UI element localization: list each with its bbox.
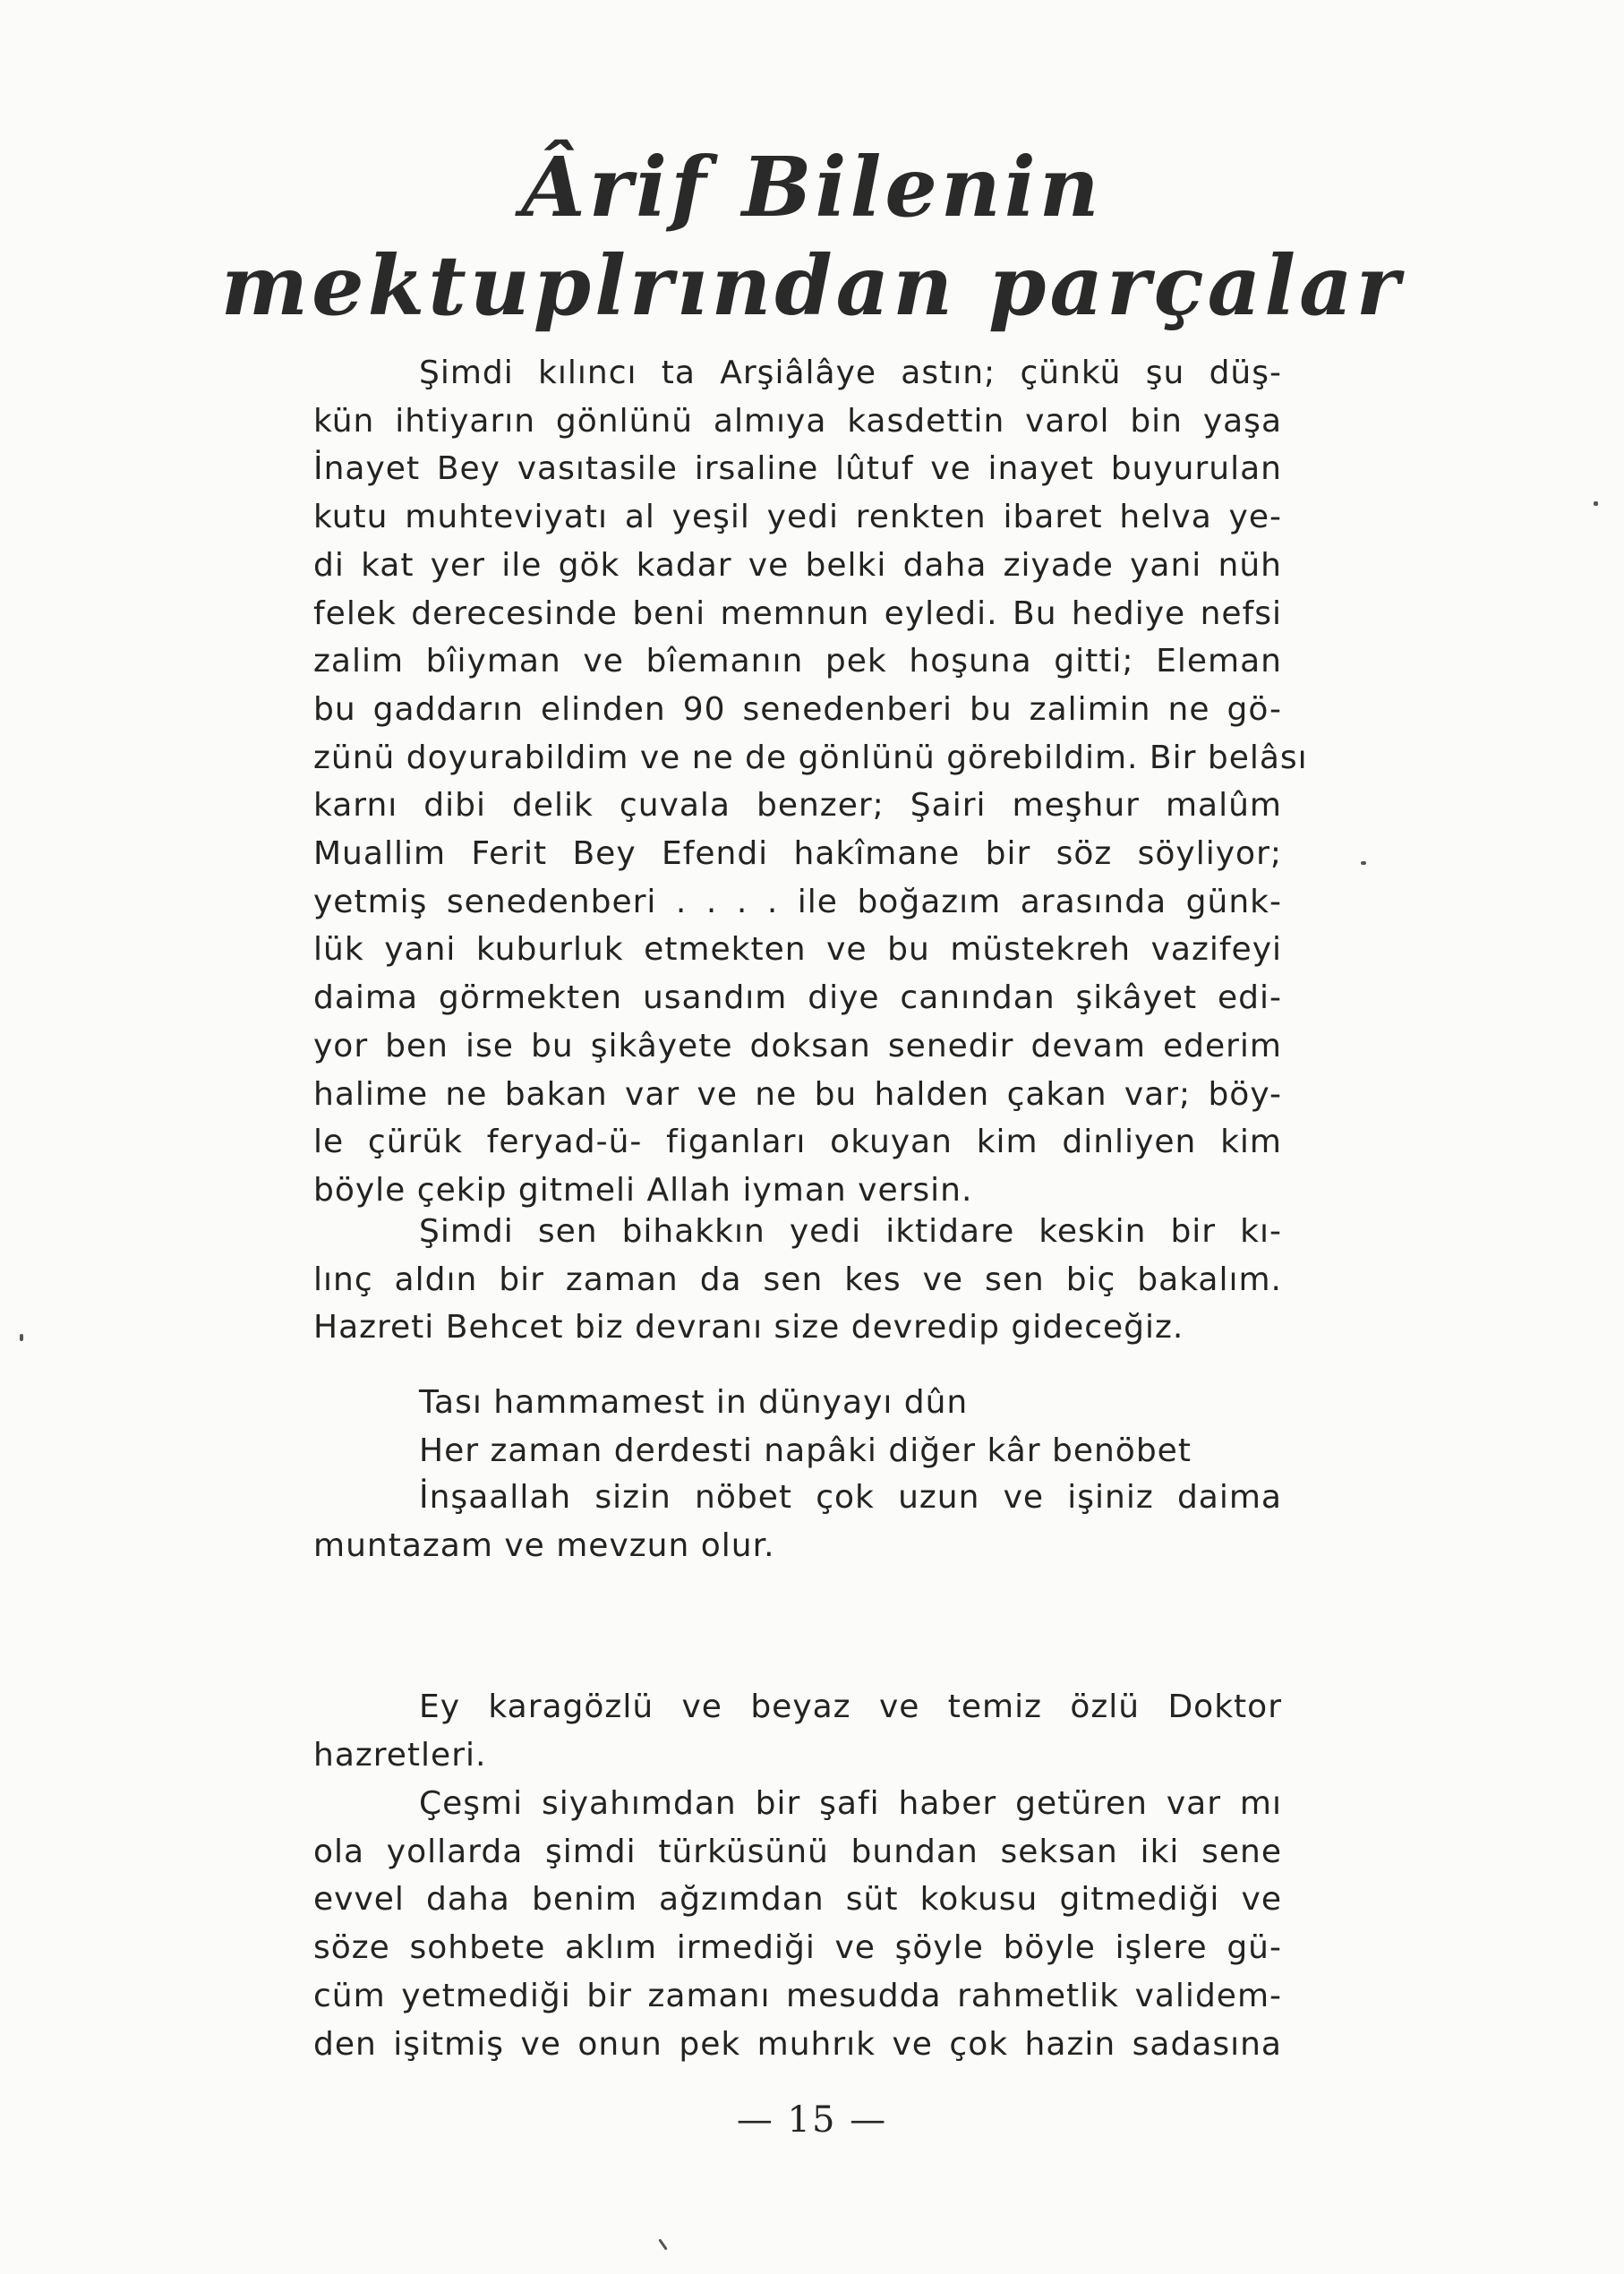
text-line: felek derecesinde beni memnun eyledi. Bu hediye nefsi — [313, 594, 1282, 632]
text-line: kutu muhteviyatı al yeşil yedi renkten ibaret helva ye- — [313, 499, 1282, 536]
text-line: halime ne bakan var ve ne bu halden çakan var; böy- — [313, 1075, 1282, 1113]
title-line-1: Ârif Bilenin — [521, 139, 1103, 235]
text-line: Ey karagözlü ve beyaz ve temiz özlü Doktor — [419, 1688, 1282, 1725]
text-line: zünü doyurabildim ve ne de gönlünü görebildim. Bir belâsı — [313, 739, 1308, 776]
text-line: lük yani kuburluk etmekten ve bu müstekreh vazifeyi — [313, 931, 1282, 969]
text-line: daima görmekten usandım diye canından şikâyet edi- — [313, 979, 1282, 1017]
text-line: yor ben ise bu şikâyete doksan senedir devam ederim — [313, 1027, 1282, 1064]
text-line: kün ihtiyarın gönlünü almıya kasdettin varol bin yaşa — [313, 402, 1282, 440]
paragraph-6 — [313, 1780, 1282, 2068]
text-line: zalim bîiyman ve bîemanın pek hoşuna gitti; Eleman — [313, 643, 1282, 680]
text-line: lınç aldın bir zaman da sen kes ve sen biç bakalım. — [313, 1261, 1282, 1298]
text-line: Muallim Ferit Bey Efendi hakîmane bir söz söyliyor; — [313, 835, 1282, 873]
text-line: muntazam ve mevzun olur. — [313, 1526, 775, 1564]
text-line: böyle çekip gitmeli Allah iyman versin. — [313, 1171, 973, 1209]
text-line: İnşaallah sizin nöbet çok uzun ve işiniz daima — [419, 1479, 1282, 1516]
paragraph-1 — [313, 349, 1308, 1215]
text-line: le çürük feryad-ü- figanları okuyan kim dinliyen kim — [313, 1124, 1282, 1161]
paragraph-4 — [313, 1474, 1282, 1569]
scan-speck — [1594, 501, 1598, 506]
text-line: yetmiş senedenberi . . . . ile boğazım arasında günk- — [313, 883, 1282, 920]
text-line: ola yollarda şimdi türküsünü bundan seksan iki sene — [313, 1833, 1282, 1870]
text-line: söze sohbete aklım irmediği ve şöyle böyle işlere gü- — [313, 1929, 1282, 1967]
text-line: Hazreti Behcet biz devranı size devredip gideceğiz. — [313, 1309, 1184, 1346]
text-line: Şimdi kılıncı ta Arşiâlâye astın; çünkü şu düş- — [419, 355, 1282, 391]
scan-speck — [20, 1334, 23, 1341]
paragraph-2 — [313, 1208, 1282, 1352]
verse-line: Tası hammamest in dünyayı dûn — [419, 1384, 969, 1421]
text-line: evvel daha benim ağzımdan süt kokusu gitmediği ve — [313, 1881, 1282, 1919]
scan-speck — [658, 2238, 667, 2250]
scan-speck — [1361, 861, 1366, 865]
text-line: Çeşmi siyahımdan bir şafi haber getüren var mı — [419, 1785, 1282, 1822]
title-line-2: mektuplrından parçalar — [220, 237, 1404, 334]
text-line: Şimdi sen bihakkın yedi iktidare keskin bir kı- — [419, 1213, 1282, 1250]
verse-block — [313, 1379, 1282, 1475]
text-line: bu gaddarın elinden 90 senedenberi bu zalimin ne gö- — [313, 690, 1282, 728]
verse-line: Her zaman derdesti napâki diğer kâr benöbet — [419, 1432, 1192, 1469]
text-line: di kat yer ile gök kadar ve belki daha ziyade yani nüh — [313, 546, 1282, 584]
text-line: karnı dibi delik çuvala benzer; Şairi meşhur malûm — [313, 787, 1282, 825]
text-line: hazretleri. — [313, 1736, 487, 1774]
text-line: den işitmiş ve onun pek muhrık ve çok hazin sadasına — [313, 2025, 1282, 2063]
text-line: cüm yetmediği bir zamanı mesudda rahmetlik validem- — [313, 1977, 1282, 2014]
page-number: — 15 — — [736, 2099, 888, 2141]
paragraph-5 — [313, 1683, 1282, 1779]
text-line: İnayet Bey vasıtasile irsaline lûtuf ve inayet buyurulan — [313, 450, 1282, 488]
